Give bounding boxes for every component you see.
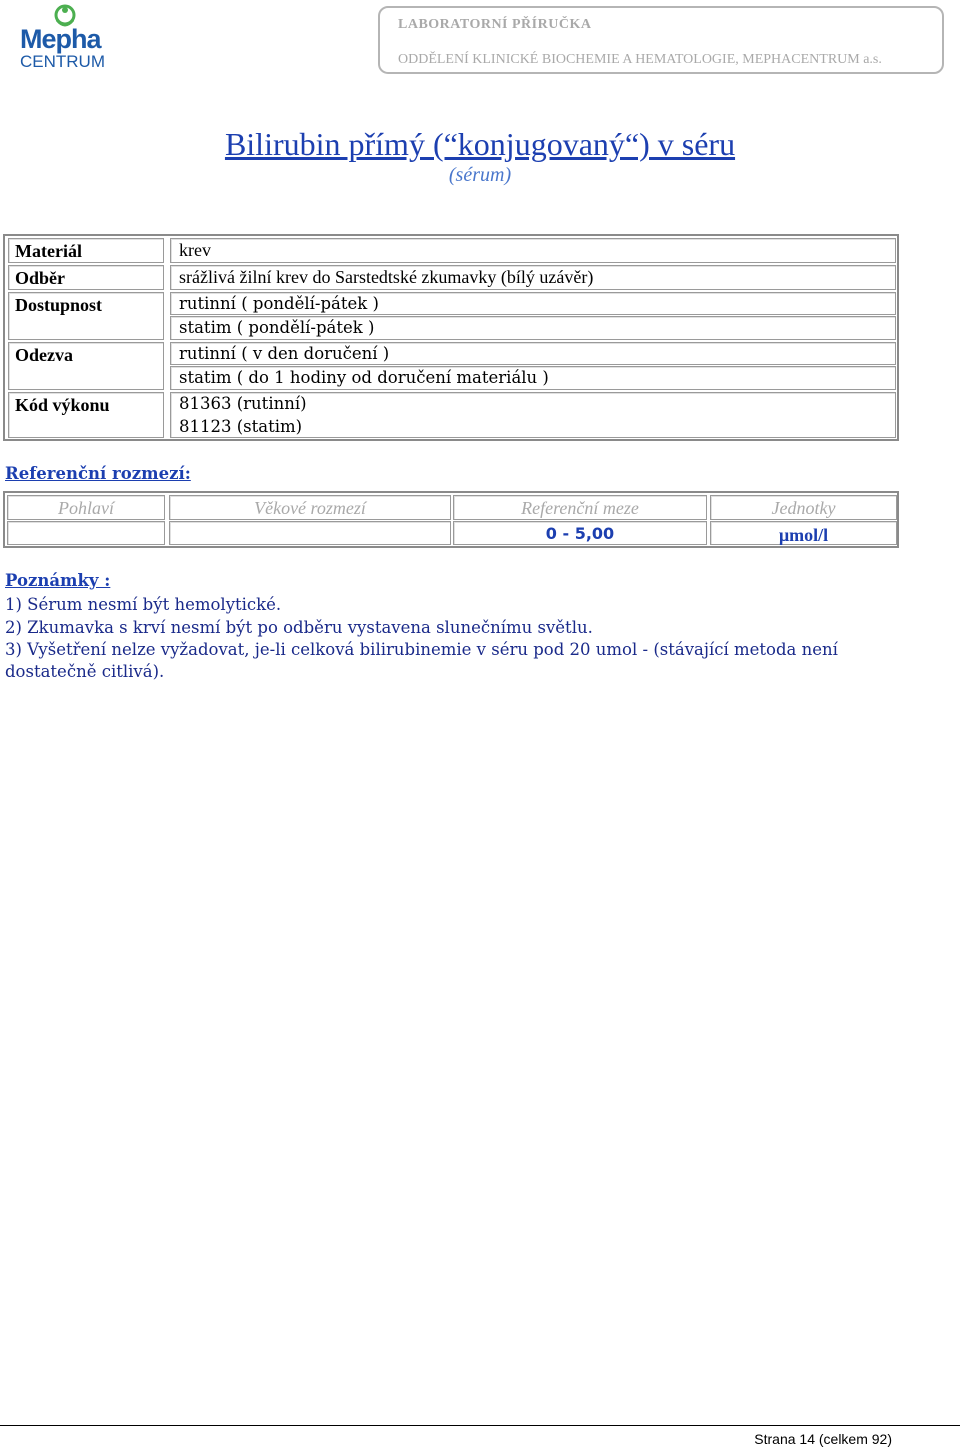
table-cell-vek [169,521,451,545]
logo-mepha-text: Mepha [20,24,101,54]
dostupnost-label: Dostupnost [15,295,103,315]
odezva-label: Odezva [15,345,73,365]
kod-value-statim: 81123 (statim) [179,417,303,436]
header-box [378,6,944,74]
odezva-value-cell-1 [170,342,896,365]
mepha-logo [14,4,114,72]
odezva-value-cell-2 [170,366,896,390]
odber-value: srážlivá žilní krev do Sarstedtské zkumavky (bílý uzávěr) [179,267,594,287]
header-title: LABORATORNÍ PŘÍRUČKA [398,17,592,32]
reference-heading: Referenční rozmezí: [5,464,191,483]
odber-label: Odběr [15,268,66,288]
kod-label: Kód výkonu [15,395,110,415]
table-cell-pohlavi [7,521,165,545]
table-cell-meze: 0 - 5,00 [453,521,707,545]
table-cell-jednotky: µmol/l [710,521,897,545]
col-header-jednotky: Jednotky [710,495,897,520]
material-value-cell [170,238,896,263]
page-title: Bilirubin přímý (“konjugovaný“) v séru [224,126,736,162]
dostupnost-value-cell-1 [170,292,896,315]
material-value: krev [179,240,211,260]
page-number: Strana 14 (celkem 92) [754,1431,892,1447]
dostupnost-label-cell [8,292,164,340]
col-header-pohlavi: Pohlaví [7,495,165,520]
odezva-value-statim: statim ( do 1 hodiny od doručení materiálu ) [179,368,549,387]
note-item-2: 2) Zkumavka s krví nesmí být po odběru vystavena slunečnímu světlu. [5,618,593,637]
dostupnost-value-statim: statim ( pondělí-pátek ) [179,318,375,337]
material-label-cell [8,238,164,263]
note-item-1: 1) Sérum nesmí být hemolytické. [5,595,282,614]
reference-table [3,491,899,548]
logo-centrum-text: CENTRUM [20,52,105,71]
odber-label-cell [8,265,164,290]
note-item-3: 3) Vyšetření nelze vyžadovat, je-li celková bilirubinemie v séru pod 20 umol - (stávající metoda není dostatečně citlivá). [5,640,838,681]
footer-divider [0,1425,960,1426]
kod-value-cell [170,392,896,438]
header-subtitle: ODDĚLENÍ KLINICKÉ BIOCHEMIE A HEMATOLOGIE, MEPHACENTRUM a.s. [398,52,882,67]
notes-heading: Poznámky : [5,571,111,590]
col-header-meze: Referenční meze [453,495,707,520]
odber-value-cell [170,265,896,290]
dostupnost-value-rutinni: rutinní ( pondělí-pátek ) [179,294,379,313]
material-label: Materiál [15,241,82,261]
kod-value-rutinni: 81363 (rutinní) [179,394,307,413]
odezva-value-rutinni: rutinní ( v den doručení ) [179,344,390,363]
info-table [3,234,899,441]
kod-label-cell [8,392,164,438]
col-header-vek: Věkové rozmezí [169,495,451,520]
page-subtitle: (sérum) [448,164,512,186]
odezva-label-cell [8,342,164,390]
dostupnost-value-cell-2 [170,316,896,340]
